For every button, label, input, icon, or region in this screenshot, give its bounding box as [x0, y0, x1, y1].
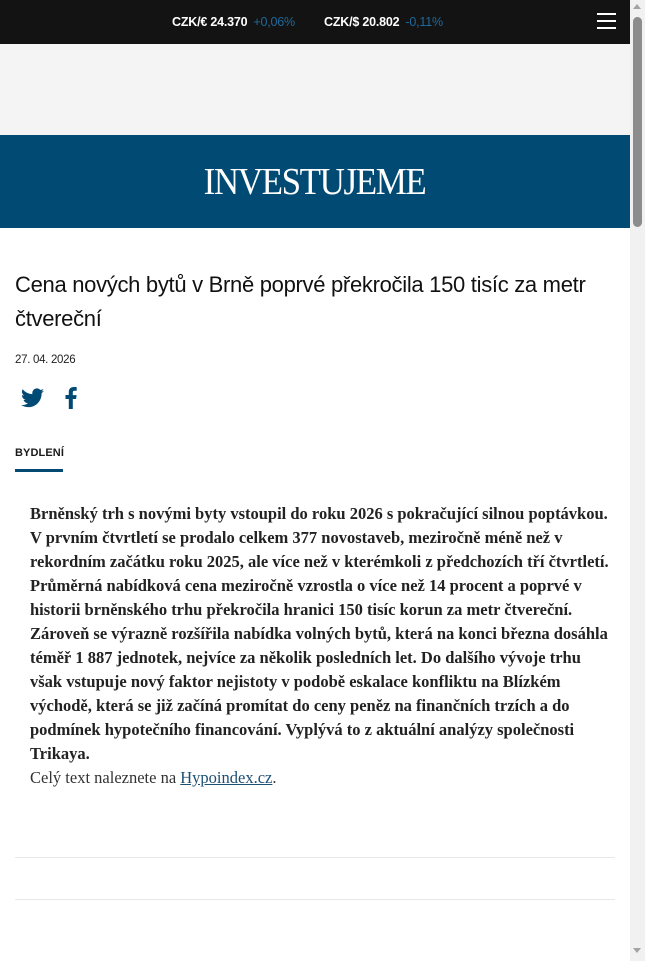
- source-suffix: .: [272, 768, 277, 787]
- ticker-eur-rate: CZK/€ 24.370: [172, 15, 248, 29]
- hamburger-line: [597, 27, 616, 29]
- category-underline: [15, 469, 63, 472]
- article-title: Cena nových bytů v Brně poprvé překročila 150 tisíc za metr čtvereční: [15, 272, 586, 331]
- divider: [15, 899, 615, 900]
- ticker-usd-change: -0,11%: [405, 15, 443, 29]
- scroll-up-arrow-icon[interactable]: [633, 4, 641, 9]
- facebook-icon[interactable]: [64, 387, 78, 409]
- scroll-down-arrow-icon[interactable]: [633, 948, 641, 953]
- hamburger-line: [597, 13, 616, 15]
- article-source: [30, 766, 610, 790]
- ticker-usd-rate: CZK/$ 20.802: [324, 15, 400, 29]
- ticker-eur: [172, 0, 295, 44]
- ad-placeholder: [0, 44, 630, 135]
- share-buttons: [21, 387, 78, 409]
- site-banner: [0, 135, 630, 228]
- source-prefix: Celý text naleznete na: [30, 768, 181, 787]
- hamburger-line: [597, 20, 616, 22]
- twitter-icon[interactable]: [21, 388, 44, 408]
- vertical-scrollbar[interactable]: [630, 0, 645, 961]
- hamburger-menu-icon[interactable]: [597, 13, 616, 31]
- ticker-usd: [324, 0, 443, 44]
- site-logo[interactable]: INVESTUJEME: [204, 160, 426, 203]
- ticker-eur-change: +0,06%: [253, 15, 295, 29]
- source-link-hypoindex[interactable]: Hypoindex.cz: [180, 768, 273, 787]
- scrollbar-thumb[interactable]: [633, 17, 642, 227]
- currency-ticker-bar: [0, 0, 630, 44]
- article-date: 27. 04. 2026: [15, 354, 76, 366]
- article-body: [30, 502, 610, 790]
- divider: [15, 857, 615, 858]
- category-link-bydleni[interactable]: BYDLENÍ: [15, 447, 64, 459]
- article-paragraph: Brněnský trh s novými byty vstoupil do roku 2026 s pokračující silnou poptávkou. V prvním čtvrtletí se prodalo celkem 377 novostaveb, meziročně méně než v rekordním začátku roku 2025, ale více než v kterémkoli z předchozích tří čtvrtletí. Průměrná nabídková cena meziročně vzrostla o více než 14 procent a poprvé v historii brněnského trhu překročila hranici 150 tisíc korun za metr čtvereční. Zároveň se výrazně rozšířila nabídka volných bytů, která na konci března dosáhla téměř 1 887 jednotek, nejvíce za několik posledních let. Do dalšího vývoje trhu však vstupuje nový faktor nejistoty v podobě eskalace konfliktu na Blízkém východě, která se již začíná promítat do ceny peněz na finančních trzích a do podmínek hypotečního financování. Vyplývá to z aktuální analýzy společnosti Trikaya.: [30, 504, 609, 763]
